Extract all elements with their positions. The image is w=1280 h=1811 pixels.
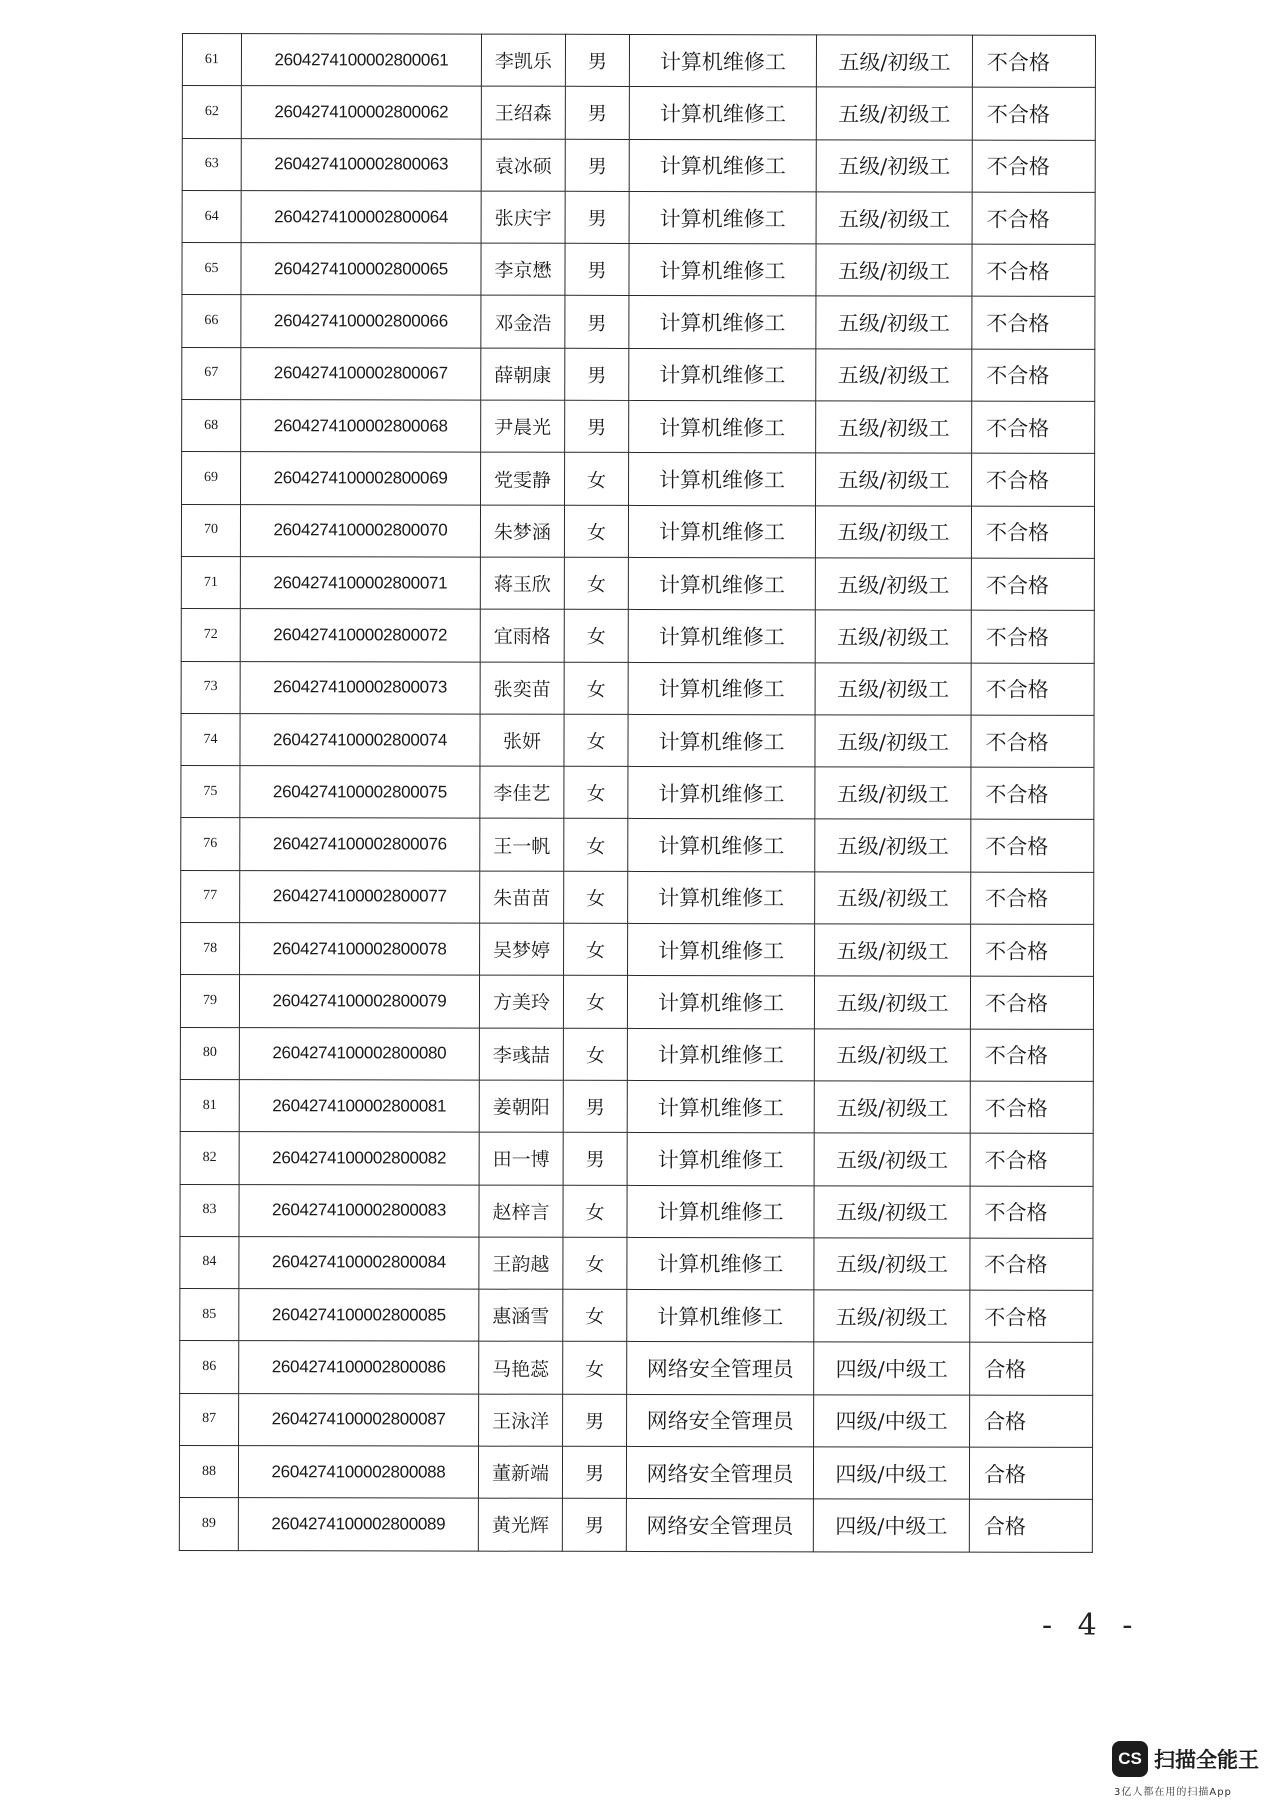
level-cell: 四级/中级工 xyxy=(814,1395,970,1448)
result-cell: 不合格 xyxy=(971,872,1094,925)
result-cell: 不合格 xyxy=(971,663,1094,716)
name-cell: 李彧喆 xyxy=(479,1028,563,1080)
level-cell: 五级/初级工 xyxy=(816,192,972,245)
table-row xyxy=(181,713,1094,767)
serial-number-cell: 87 xyxy=(180,1393,239,1445)
table-row xyxy=(181,504,1094,558)
table-row xyxy=(182,243,1095,297)
gender-cell: 女 xyxy=(564,819,628,871)
table-row xyxy=(181,818,1094,872)
level-cell: 四级/中级工 xyxy=(813,1447,969,1500)
certificate-id-cell: 2604274100002800068 xyxy=(241,400,481,453)
gender-cell: 男 xyxy=(565,243,629,295)
scanner-watermark xyxy=(1112,1741,1270,1801)
level-cell: 五级/初级工 xyxy=(815,505,971,558)
table-row xyxy=(180,1079,1093,1133)
name-cell: 王泳洋 xyxy=(479,1394,563,1446)
result-cell: 不合格 xyxy=(972,349,1095,402)
certificate-id-cell: 2604274100002800088 xyxy=(238,1446,478,1499)
name-cell: 王一帆 xyxy=(480,819,564,871)
result-cell: 不合格 xyxy=(970,1029,1093,1082)
gender-cell: 女 xyxy=(563,1185,627,1237)
name-cell: 王绍森 xyxy=(481,86,565,138)
result-cell: 不合格 xyxy=(971,610,1094,663)
serial-number-cell: 73 xyxy=(181,661,240,713)
occupation-cell: 计算机维修工 xyxy=(627,1185,814,1238)
serial-number-cell: 89 xyxy=(179,1498,238,1550)
occupation-cell: 计算机维修工 xyxy=(627,1133,814,1186)
level-cell: 五级/初级工 xyxy=(814,1290,970,1343)
level-cell: 五级/初级工 xyxy=(816,453,972,506)
level-cell: 五级/初级工 xyxy=(815,872,971,925)
certificate-id-cell: 2604274100002800080 xyxy=(239,1027,479,1080)
level-cell: 五级/初级工 xyxy=(816,349,972,402)
level-cell: 五级/初级工 xyxy=(816,244,972,297)
table-row xyxy=(181,661,1094,715)
level-cell: 五级/初级工 xyxy=(814,1133,970,1186)
table-row xyxy=(182,138,1095,192)
result-cell: 不合格 xyxy=(970,976,1093,1029)
level-cell: 五级/初级工 xyxy=(814,976,970,1029)
name-cell: 宜雨格 xyxy=(480,609,564,661)
certificate-id-cell: 2604274100002800067 xyxy=(241,347,481,400)
table-row xyxy=(182,190,1095,244)
serial-number-cell: 83 xyxy=(180,1184,239,1236)
gender-cell: 男 xyxy=(562,1499,626,1551)
occupation-cell: 计算机维修工 xyxy=(628,767,815,820)
certificate-id-cell: 2604274100002800087 xyxy=(239,1393,479,1446)
table-row xyxy=(182,86,1095,140)
name-cell: 张庆宇 xyxy=(481,191,565,243)
occupation-cell: 计算机维修工 xyxy=(629,401,816,454)
table-row xyxy=(180,1184,1093,1238)
gender-cell: 男 xyxy=(563,1133,627,1185)
certificate-id-cell: 2604274100002800082 xyxy=(239,1132,479,1185)
name-cell: 黄光辉 xyxy=(478,1498,562,1550)
result-cell: 合格 xyxy=(969,1499,1092,1552)
table-row xyxy=(181,870,1094,924)
table-row xyxy=(181,766,1094,820)
gender-cell: 女 xyxy=(564,714,628,766)
serial-number-cell: 76 xyxy=(181,818,240,870)
certificate-id-cell: 2604274100002800089 xyxy=(238,1498,478,1551)
name-cell: 尹晨光 xyxy=(481,400,565,452)
result-cell: 不合格 xyxy=(970,1133,1093,1186)
occupation-cell: 计算机维修工 xyxy=(628,505,815,558)
level-cell: 五级/初级工 xyxy=(814,1238,970,1291)
serial-number-cell: 82 xyxy=(180,1132,239,1184)
occupation-cell: 网络安全管理员 xyxy=(626,1446,813,1499)
result-cell: 不合格 xyxy=(970,1290,1093,1343)
certificate-id-cell: 2604274100002800065 xyxy=(241,243,481,296)
name-cell: 蒋玉欣 xyxy=(480,557,564,609)
name-cell: 赵梓言 xyxy=(479,1185,563,1237)
result-cell: 不合格 xyxy=(972,454,1095,507)
name-cell: 邓金浩 xyxy=(481,296,565,348)
table-row xyxy=(182,400,1095,454)
gender-cell: 女 xyxy=(563,1289,627,1341)
level-cell: 五级/初级工 xyxy=(815,767,971,820)
occupation-cell: 计算机维修工 xyxy=(628,610,815,663)
gender-cell: 男 xyxy=(565,348,629,400)
page-number: - 4 - xyxy=(1042,1608,1141,1643)
table-row xyxy=(181,556,1094,610)
gender-cell: 女 xyxy=(563,976,627,1028)
result-cell: 不合格 xyxy=(972,87,1095,140)
table-row xyxy=(182,347,1095,401)
occupation-cell: 计算机维修工 xyxy=(629,34,816,87)
table-row xyxy=(180,1393,1093,1447)
certificate-id-cell: 2604274100002800066 xyxy=(241,295,481,348)
result-cell: 不合格 xyxy=(971,767,1094,820)
serial-number-cell: 69 xyxy=(182,452,241,504)
serial-number-cell: 61 xyxy=(182,34,241,86)
table-row xyxy=(180,1027,1093,1081)
certificate-id-cell: 2604274100002800073 xyxy=(240,661,480,714)
occupation-cell: 计算机维修工 xyxy=(629,296,816,349)
certificate-id-cell: 2604274100002800062 xyxy=(241,86,481,139)
gender-cell: 男 xyxy=(565,34,629,86)
certificate-id-cell: 2604274100002800070 xyxy=(240,504,480,557)
result-cell: 合格 xyxy=(970,1343,1093,1396)
level-cell: 五级/初级工 xyxy=(815,819,971,872)
occupation-cell: 网络安全管理员 xyxy=(626,1499,813,1552)
watermark-tagline: 3亿人都在用的扫描App xyxy=(1114,1787,1232,1798)
name-cell: 田一博 xyxy=(479,1132,563,1184)
gender-cell: 女 xyxy=(565,453,629,505)
occupation-cell: 计算机维修工 xyxy=(629,453,816,506)
serial-number-cell: 84 xyxy=(180,1236,239,1288)
level-cell: 五级/初级工 xyxy=(816,35,972,88)
serial-number-cell: 85 xyxy=(180,1289,239,1341)
result-cell: 不合格 xyxy=(971,924,1094,977)
gender-cell: 男 xyxy=(562,1446,626,1498)
result-cell: 不合格 xyxy=(970,1186,1093,1239)
certificate-id-cell: 2604274100002800081 xyxy=(239,1080,479,1133)
certificate-id-cell: 2604274100002800072 xyxy=(240,609,480,662)
level-cell: 五级/初级工 xyxy=(816,296,972,349)
result-cell: 不合格 xyxy=(971,820,1094,873)
watermark-app-name: 扫描全能王 xyxy=(1154,1748,1259,1772)
name-cell: 党雯静 xyxy=(481,453,565,505)
serial-number-cell: 72 xyxy=(181,609,240,661)
serial-number-cell: 74 xyxy=(181,713,240,765)
gender-cell: 男 xyxy=(565,296,629,348)
results-table xyxy=(179,33,1096,1553)
gender-cell: 女 xyxy=(564,557,628,609)
gender-cell: 女 xyxy=(564,923,628,975)
certificate-id-cell: 2604274100002800077 xyxy=(240,870,480,923)
table-row xyxy=(182,295,1095,349)
occupation-cell: 网络安全管理员 xyxy=(627,1394,814,1447)
result-cell: 合格 xyxy=(969,1447,1092,1500)
certificate-id-cell: 2604274100002800083 xyxy=(239,1184,479,1237)
result-cell: 不合格 xyxy=(972,35,1095,88)
serial-number-cell: 66 xyxy=(182,295,241,347)
serial-number-cell: 75 xyxy=(181,766,240,818)
name-cell: 方美玲 xyxy=(479,975,563,1027)
serial-number-cell: 86 xyxy=(180,1341,239,1393)
serial-number-cell: 62 xyxy=(182,86,241,138)
gender-cell: 男 xyxy=(565,191,629,243)
occupation-cell: 计算机维修工 xyxy=(628,662,815,715)
level-cell: 五级/初级工 xyxy=(814,1185,970,1238)
certificate-id-cell: 2604274100002800084 xyxy=(239,1236,479,1289)
result-cell: 不合格 xyxy=(971,558,1094,611)
serial-number-cell: 63 xyxy=(182,138,241,190)
level-cell: 五级/初级工 xyxy=(815,610,971,663)
result-cell: 不合格 xyxy=(972,244,1095,297)
certificate-id-cell: 2604274100002800075 xyxy=(240,766,480,819)
certificate-id-cell: 2604274100002800085 xyxy=(239,1289,479,1342)
serial-number-cell: 65 xyxy=(182,243,241,295)
serial-number-cell: 81 xyxy=(180,1079,239,1131)
gender-cell: 男 xyxy=(565,139,629,191)
level-cell: 五级/初级工 xyxy=(816,87,972,140)
table-row xyxy=(182,452,1095,506)
certificate-id-cell: 2604274100002800071 xyxy=(240,557,480,610)
occupation-cell: 计算机维修工 xyxy=(627,1080,814,1133)
serial-number-cell: 88 xyxy=(179,1446,238,1498)
gender-cell: 女 xyxy=(564,505,628,557)
level-cell: 五级/初级工 xyxy=(816,139,972,192)
name-cell: 王韵越 xyxy=(479,1237,563,1289)
name-cell: 李凯乐 xyxy=(481,34,565,86)
certificate-id-cell: 2604274100002800061 xyxy=(241,34,481,87)
occupation-cell: 网络安全管理员 xyxy=(627,1342,814,1395)
result-cell: 不合格 xyxy=(971,506,1094,559)
result-cell: 不合格 xyxy=(972,297,1095,350)
occupation-cell: 计算机维修工 xyxy=(628,871,815,924)
occupation-cell: 计算机维修工 xyxy=(627,1028,814,1081)
level-cell: 五级/初级工 xyxy=(814,1081,970,1134)
certificate-id-cell: 2604274100002800079 xyxy=(239,975,479,1028)
level-cell: 五级/初级工 xyxy=(815,715,971,768)
occupation-cell: 计算机维修工 xyxy=(629,348,816,401)
serial-number-cell: 71 xyxy=(181,556,240,608)
gender-cell: 女 xyxy=(564,662,628,714)
occupation-cell: 计算机维修工 xyxy=(627,976,814,1029)
gender-cell: 男 xyxy=(565,87,629,139)
level-cell: 五级/初级工 xyxy=(816,401,972,454)
serial-number-cell: 68 xyxy=(182,400,241,452)
results-table-body xyxy=(179,34,1095,1553)
certificate-id-cell: 2604274100002800064 xyxy=(241,191,481,244)
name-cell: 惠涵雪 xyxy=(479,1289,563,1341)
certificate-id-cell: 2604274100002800078 xyxy=(240,923,480,976)
result-cell: 不合格 xyxy=(971,715,1094,768)
name-cell: 张奕苗 xyxy=(480,662,564,714)
name-cell: 李京懋 xyxy=(481,243,565,295)
gender-cell: 男 xyxy=(565,400,629,452)
name-cell: 李佳艺 xyxy=(480,766,564,818)
result-cell: 合格 xyxy=(970,1395,1093,1448)
occupation-cell: 计算机维修工 xyxy=(628,557,815,610)
gender-cell: 女 xyxy=(563,1237,627,1289)
result-cell: 不合格 xyxy=(972,140,1095,193)
table-row xyxy=(182,34,1095,88)
table-row xyxy=(180,1132,1093,1186)
table-row xyxy=(181,609,1094,663)
certificate-id-cell: 2604274100002800086 xyxy=(239,1341,479,1394)
table-row xyxy=(180,1289,1093,1343)
level-cell: 五级/初级工 xyxy=(814,1028,970,1081)
serial-number-cell: 78 xyxy=(181,923,240,975)
certificate-id-cell: 2604274100002800074 xyxy=(240,713,480,766)
certificate-id-cell: 2604274100002800069 xyxy=(241,452,481,505)
level-cell: 五级/初级工 xyxy=(815,924,971,977)
camscanner-logo-icon: CS xyxy=(1112,1741,1148,1777)
occupation-cell: 计算机维修工 xyxy=(629,87,816,140)
table-row xyxy=(179,1498,1092,1552)
table-row xyxy=(180,1236,1093,1290)
result-cell: 不合格 xyxy=(972,401,1095,454)
occupation-cell: 计算机维修工 xyxy=(628,819,815,872)
occupation-cell: 计算机维修工 xyxy=(628,714,815,767)
result-cell: 不合格 xyxy=(970,1238,1093,1291)
level-cell: 四级/中级工 xyxy=(813,1499,969,1552)
gender-cell: 女 xyxy=(563,1028,627,1080)
level-cell: 四级/中级工 xyxy=(814,1342,970,1395)
certificate-id-cell: 2604274100002800063 xyxy=(241,138,481,191)
occupation-cell: 计算机维修工 xyxy=(629,139,816,192)
serial-number-cell: 70 xyxy=(181,504,240,556)
name-cell: 袁冰硕 xyxy=(481,139,565,191)
name-cell: 朱苗苗 xyxy=(480,871,564,923)
table-row xyxy=(181,923,1094,977)
name-cell: 张妍 xyxy=(480,714,564,766)
serial-number-cell: 67 xyxy=(182,347,241,399)
gender-cell: 男 xyxy=(563,1394,627,1446)
gender-cell: 女 xyxy=(563,1342,627,1394)
name-cell: 朱梦涵 xyxy=(480,505,564,557)
certificate-id-cell: 2604274100002800076 xyxy=(240,818,480,871)
serial-number-cell: 77 xyxy=(181,870,240,922)
name-cell: 马艳蕊 xyxy=(479,1342,563,1394)
name-cell: 薛朝康 xyxy=(481,348,565,400)
level-cell: 五级/初级工 xyxy=(815,558,971,611)
serial-number-cell: 79 xyxy=(180,975,239,1027)
occupation-cell: 计算机维修工 xyxy=(628,923,815,976)
name-cell: 董新端 xyxy=(478,1446,562,1498)
occupation-cell: 计算机维修工 xyxy=(627,1290,814,1343)
table-row xyxy=(179,1446,1092,1500)
level-cell: 五级/初级工 xyxy=(815,662,971,715)
name-cell: 吴梦婷 xyxy=(480,923,564,975)
table-row xyxy=(180,1341,1093,1395)
table-row xyxy=(180,975,1093,1029)
occupation-cell: 计算机维修工 xyxy=(629,191,816,244)
occupation-cell: 计算机维修工 xyxy=(627,1237,814,1290)
serial-number-cell: 64 xyxy=(182,190,241,242)
gender-cell: 男 xyxy=(563,1080,627,1132)
result-cell: 不合格 xyxy=(970,1081,1093,1134)
gender-cell: 女 xyxy=(564,871,628,923)
serial-number-cell: 80 xyxy=(180,1027,239,1079)
gender-cell: 女 xyxy=(564,610,628,662)
result-cell: 不合格 xyxy=(972,192,1095,245)
occupation-cell: 计算机维修工 xyxy=(629,244,816,297)
name-cell: 姜朝阳 xyxy=(479,1080,563,1132)
gender-cell: 女 xyxy=(564,766,628,818)
